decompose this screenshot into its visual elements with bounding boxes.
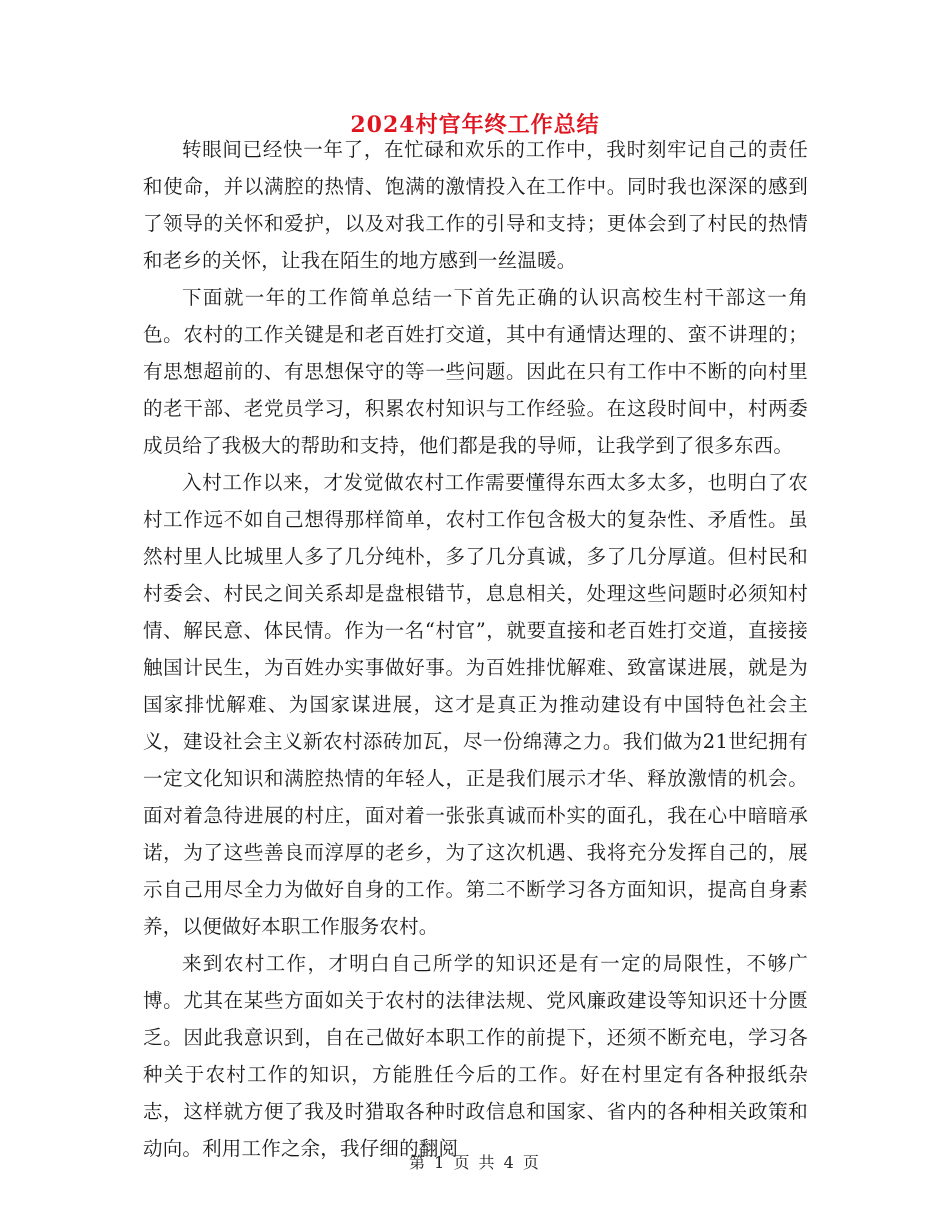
document-body: [143, 131, 808, 1167]
paragraph-2: 下面就一年的工作简单总结一下首先正确的认识高校生村干部这一角色。农村的工作关键是和老百姓打交道，其中有通情达理的、蛮不讲理的；有思想超前的、有思想保守的等一些问题。因此在只有工作中不断的向村里的老干部、老党员学习，积累农村知识与工作经验。在这段时间中，村两委成员给了我极大的帮助和支持，他们都是我的导师，让我学到了很多东西。: [143, 286, 808, 457]
paragraph-1: 转眼间已经快一年了，在忙碌和欢乐的工作中，我时刻牢记自己的责任和使命，并以满腔的热情、饱满的激情投入在工作中。同时我也深深的感到了领导的关怀和爱护，以及对我工作的引导和支持；更体会到了村民的热情和老乡的关怀，让我在陌生的地方感到一丝温暖。: [143, 138, 808, 272]
paragraph-3: 入村工作以来，才发觉做农村工作需要懂得东西太多太多，也明白了农村工作远不如自己想得那样简单，农村工作包含极大的复杂性、矛盾性。虽然村里人比城里人多了几分纯朴，多了几分真诚，多了几分厚道。但村民和村委会、村民之间关系却是盘根错节，息息相关，处理这些问题时必须知村情、解民意、体民情。作为一名“村官”，就要直接和老百姓打交道，直接接触国计民生，为百姓办实事做好事。为百姓排忧解难、致富谋进展，就是为国家排忧解难、为国家谋进展，这才是真正为推动建设有中国特色社会主义，建设社会主义新农村添砖加瓦，尽一份绵薄之力。我们做为21世纪拥有一定文化知识和满腔热情的年轻人，正是我们展示才华、释放激情的机会。面对着急待进展的村庄，面对着一张张真诚而朴实的面孔，我在心中暗暗承诺，为了这些善良而淳厚的老乡，为了这次机遇、我将充分发挥自己的，展示自己用尽全力为做好自身的工作。第二不断学习各方面知识，提高自身素养，以便做好本职工作服务农村。: [143, 471, 808, 938]
document-title: 2024村官年终工作总结: [350, 112, 600, 138]
paragraph-4: 来到农村工作，才明白自己所学的知识还是有一定的局限性，不够广博。尤其在某些方面如关于农村的法律法规、党风廉政建设等知识还十分匮乏。因此我意识到，自在己做好本职工作的前提下，还须不断充电，学习各种关于农村工作的知识，方能胜任今后的工作。好在村里定有各种报纸杂志，这样就方便了我及时猎取各种时政信息和国家、省内的各种相关政策和动向。利用工作之余，我仔细的翻阅: [143, 952, 808, 1160]
page-number-footer: 第 1 页 共 4 页: [409, 1153, 541, 1172]
